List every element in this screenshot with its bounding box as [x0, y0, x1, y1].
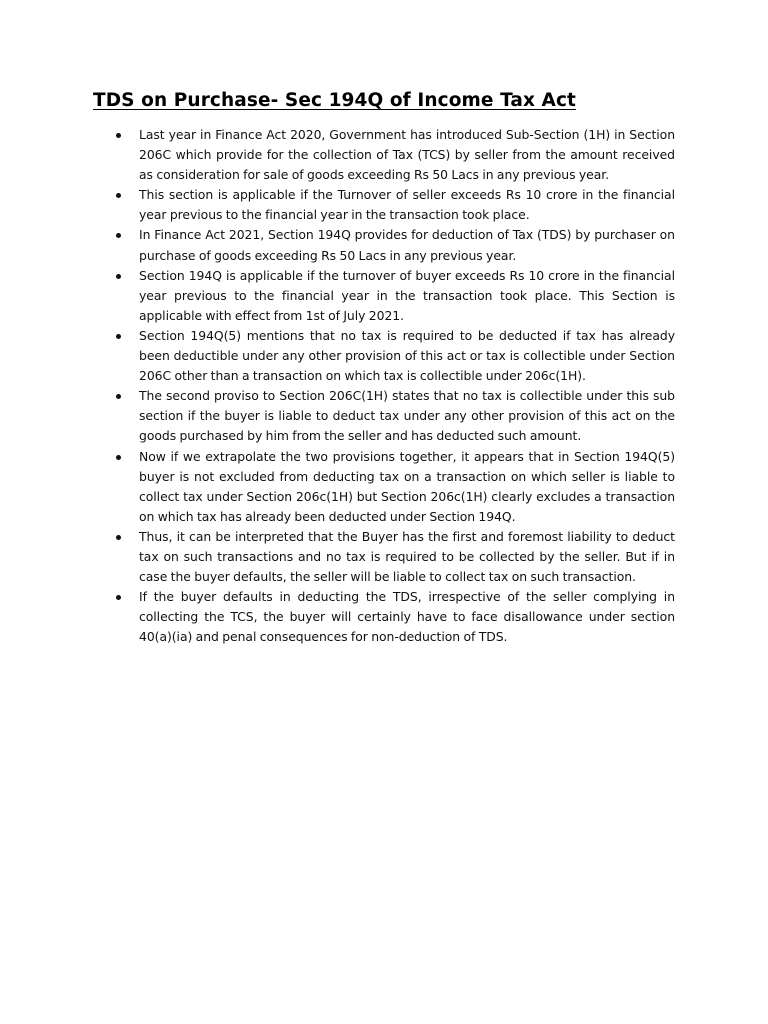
bullet-item-8 [139, 527, 675, 587]
bullet-text: Section 194Q(5) mentions that no tax is required to be deducted if tax has already been deductible under any other provision of this act or tax is collectible under Section 206C other than a transaction on which tax is collectible under 206c(1H). [139, 327, 675, 384]
bullet-text: If the buyer defaults in deducting the TDS, irrespective of the seller complying in collecting the TCS, the buyer will certainly have to face disallowance under section 40(a)(ia) and penal consequences for non-deduction of TDS. [139, 589, 675, 645]
bullet-item-9 [139, 587, 675, 647]
bullet-dot-icon [116, 394, 121, 399]
bullet-text: Last year in Finance Act 2020, Government has introduced Sub-Section (1H) in Section 206C which provide for the collection of Tax (TCS) by seller from the amount received as consideration for sale of goods exceeding Rs 50 Lacs in any previous year. [139, 127, 675, 183]
bullet-item-4 [139, 266, 675, 326]
bullet-dot-icon [116, 193, 121, 198]
bullet-dot-icon [116, 535, 121, 540]
bullet-dot-icon [116, 133, 121, 138]
bullet-dot-icon [116, 595, 121, 600]
bullet-dot-icon [116, 334, 121, 339]
bullet-item-5 [139, 326, 675, 386]
bullet-text: The second proviso to Section 206C(1H) states that no tax is collectible under this sub section if the buyer is liable to deduct tax under any other provision of this act on the goods purchased by him from the seller and has deducted such amount. [139, 388, 675, 444]
bullet-list [139, 125, 675, 647]
bullet-item-1 [139, 125, 675, 185]
bullet-item-3 [139, 225, 675, 265]
bullet-text: This section is applicable if the Turnover of seller exceeds Rs 10 crore in the financial year previous to the financial year in the transaction took place. [139, 187, 675, 223]
bullet-text: Now if we extrapolate the two provisions together, it appears that in Section 194Q(5) buyer is not excluded from deducting tax on a transaction on which seller is liable to collect tax under Section 206c(1H) but Section 206c(1H) clearly excludes a transaction on which tax has already been deducted under Section 194Q. [139, 448, 675, 524]
bullet-text: In Finance Act 2021, Section 194Q provides for deduction of Tax (TDS) by purchaser on purchase of goods exceeding Rs 50 Lacs in any previous year. [139, 227, 675, 263]
bullet-dot-icon [116, 274, 121, 279]
bullet-dot-icon [116, 233, 121, 238]
bullet-item-2 [139, 185, 675, 225]
bullet-text: Thus, it can be interpreted that the Buyer has the first and foremost liability to deduct tax on such transactions and no tax is required to be collected by the seller. But if in case the buyer defaults, the seller will be liable to collect tax on such transaction. [139, 528, 675, 585]
bullet-dot-icon [116, 455, 121, 460]
bullet-text: Section 194Q is applicable if the turnover of buyer exceeds Rs 10 crore in the financial year previous to the financial year in the transaction took place. This Section is applicable with effect from 1st of July 2021. [139, 267, 675, 323]
bullet-item-6 [139, 386, 675, 446]
bullet-item-7 [139, 447, 675, 527]
page-title: TDS on Purchase- Sec 194Q of Income Tax Act [93, 90, 576, 111]
